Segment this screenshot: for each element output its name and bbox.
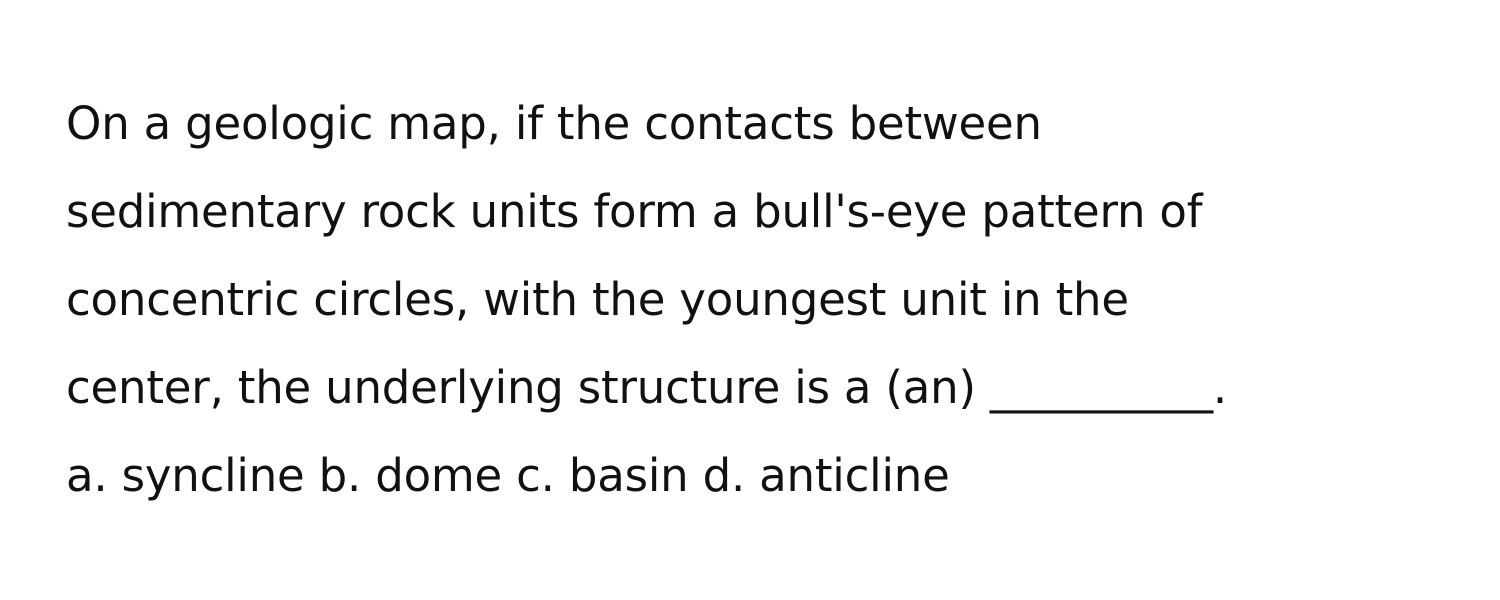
question-line-2: sedimentary rock units form a bull's-eye pattern of [66, 185, 1203, 238]
question-line-4: center, the underlying structure is a (an) __________. [66, 361, 1228, 414]
answer-options-line: a. syncline b. dome c. basin d. anticline [66, 449, 950, 502]
question-line-1: On a geologic map, if the contacts between [66, 97, 1042, 150]
question-text-block [66, 80, 1486, 520]
question-line-3: concentric circles, with the youngest unit in the [66, 273, 1129, 326]
